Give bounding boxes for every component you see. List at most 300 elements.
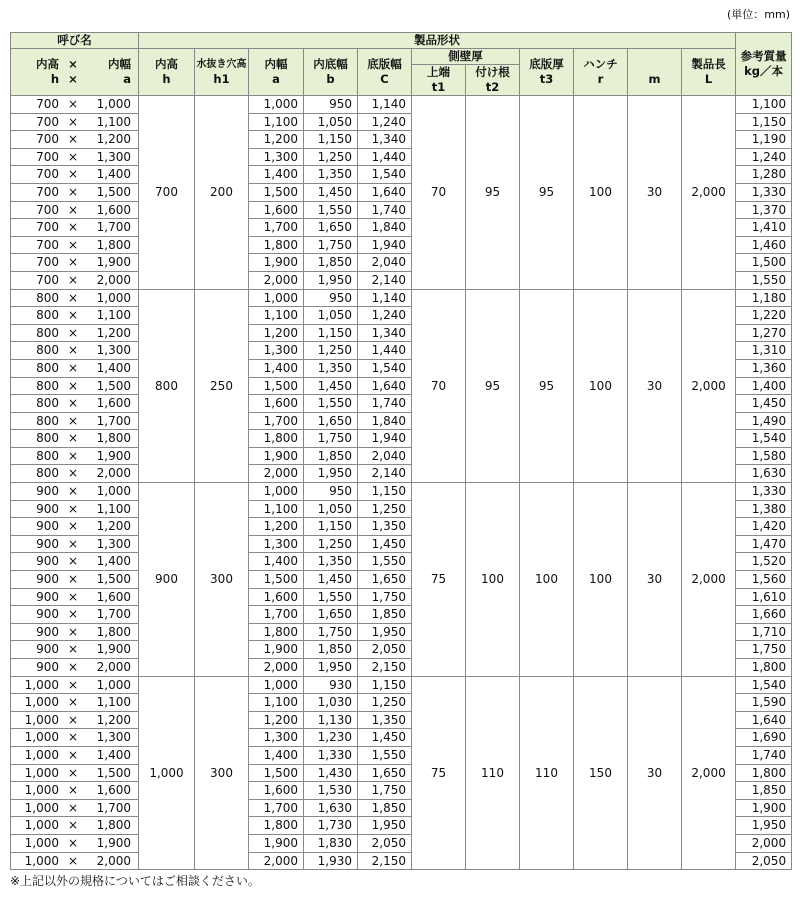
inner-width-cell: 1,800	[249, 623, 304, 641]
inner-bottom-width-cell: 1,450	[304, 571, 358, 589]
weight-cell: 1,450	[736, 395, 792, 413]
inner-bottom-width-cell: 1,150	[304, 324, 358, 342]
weight-cell: 1,470	[736, 535, 792, 553]
weight-cell: 1,630	[736, 465, 792, 483]
base-width-cell: 1,340	[358, 131, 412, 149]
base-width-cell: 1,540	[358, 359, 412, 377]
nominal-h: 800	[36, 396, 59, 411]
inner-bottom-width-cell: 1,930	[304, 852, 358, 870]
nominal-x: ×	[67, 325, 79, 340]
header-top-end-sym: t1	[431, 80, 446, 94]
nominal-name-cell	[11, 588, 139, 606]
weight-cell: 1,240	[736, 148, 792, 166]
r-cell: 100	[574, 289, 628, 483]
weight-cell: 1,360	[736, 359, 792, 377]
l-cell: 2,000	[682, 96, 736, 290]
inner-width-cell: 1,700	[249, 412, 304, 430]
inner-bottom-width-cell: 1,750	[304, 430, 358, 448]
nominal-a: 1,600	[96, 202, 131, 217]
nominal-a: 1,000	[96, 290, 131, 305]
header-inner-height	[139, 49, 195, 96]
nominal-h: 800	[36, 360, 59, 375]
nominal-h: 800	[36, 325, 59, 340]
inner-width-cell: 1,800	[249, 430, 304, 448]
inner-width-cell: 1,500	[249, 183, 304, 201]
header-weight-unit: kg／本	[744, 64, 784, 78]
header-inner-bottom-width-label: 内底幅	[313, 57, 348, 71]
nominal-x: ×	[67, 290, 79, 305]
inner-bottom-width-cell: 1,650	[304, 219, 358, 237]
nominal-h: 1,000	[24, 730, 59, 745]
inner-width-cell: 1,700	[249, 606, 304, 624]
header-base-width-label: 底版幅	[367, 57, 402, 71]
nominal-a: 1,000	[96, 677, 131, 692]
inner-width-cell: 1,200	[249, 324, 304, 342]
nominal-name-cell	[11, 817, 139, 835]
inner-width-cell: 2,000	[249, 271, 304, 289]
unit-note: (単位：mm)	[726, 8, 790, 21]
inner-width-cell: 1,100	[249, 113, 304, 131]
inner-width-cell: 1,600	[249, 588, 304, 606]
inner-bottom-width-cell: 1,430	[304, 764, 358, 782]
base-width-cell: 2,040	[358, 447, 412, 465]
base-width-cell: 1,250	[358, 500, 412, 518]
header-length-sym: L	[704, 72, 713, 86]
inner-bottom-width-cell: 1,250	[304, 148, 358, 166]
header-weight-label: 参考質量	[740, 49, 787, 63]
nominal-h: 1,000	[24, 800, 59, 815]
inner-height-cell: 700	[139, 96, 195, 290]
nominal-h: 1,000	[24, 677, 59, 692]
weight-cell: 1,500	[736, 254, 792, 272]
inner-width-cell: 1,700	[249, 219, 304, 237]
base-width-cell: 2,150	[358, 852, 412, 870]
t1-cell: 75	[412, 676, 466, 870]
nominal-h: 700	[36, 97, 59, 111]
nominal-h: 700	[36, 255, 59, 270]
base-width-cell: 1,350	[358, 518, 412, 536]
inner-bottom-width-cell: 1,850	[304, 447, 358, 465]
inner-bottom-width-cell: 1,750	[304, 236, 358, 254]
weight-cell: 1,660	[736, 606, 792, 624]
nominal-a: 2,000	[96, 466, 131, 481]
inner-width-cell: 1,300	[249, 342, 304, 360]
base-width-cell: 1,240	[358, 113, 412, 131]
inner-bottom-width-cell: 1,230	[304, 729, 358, 747]
m-cell: 30	[628, 483, 682, 677]
header-side-wall: 側壁厚	[412, 49, 520, 65]
weight-cell: 1,520	[736, 553, 792, 571]
nominal-h: 700	[36, 149, 59, 164]
nominal-name-cell	[11, 606, 139, 624]
inner-width-cell: 1,200	[249, 131, 304, 149]
base-width-cell: 2,050	[358, 641, 412, 659]
t2-cell: 95	[466, 289, 520, 483]
inner-width-cell: 2,000	[249, 465, 304, 483]
inner-bottom-width-cell: 1,350	[304, 553, 358, 571]
base-width-cell: 1,440	[358, 148, 412, 166]
l-cell: 2,000	[682, 289, 736, 483]
r-cell: 100	[574, 96, 628, 290]
weight-cell: 1,100	[736, 96, 792, 114]
inner-width-cell: 1,900	[249, 641, 304, 659]
nominal-name-cell	[11, 746, 139, 764]
base-width-cell: 1,250	[358, 694, 412, 712]
base-width-cell: 1,640	[358, 183, 412, 201]
nominal-h: 700	[36, 132, 59, 147]
footnote: ※上記以外の規格についてはご相談ください。	[10, 874, 260, 888]
nominal-h: 700	[36, 220, 59, 235]
nominal-x: ×	[67, 360, 79, 375]
nominal-x: ×	[67, 149, 79, 164]
nominal-a: 1,600	[96, 396, 131, 411]
inner-width-cell: 1,200	[249, 711, 304, 729]
nominal-h: 800	[36, 413, 59, 428]
nominal-h: 900	[36, 660, 59, 674]
spec-table	[10, 32, 792, 870]
nominal-a: 1,900	[96, 835, 131, 850]
weight-cell: 1,690	[736, 729, 792, 747]
base-width-cell: 1,950	[358, 817, 412, 835]
nominal-x: ×	[67, 396, 79, 411]
nominal-x: ×	[67, 413, 79, 428]
nominal-x: ×	[67, 255, 79, 270]
weight-cell: 1,280	[736, 166, 792, 184]
weight-cell: 1,190	[736, 131, 792, 149]
t2-cell: 100	[466, 483, 520, 677]
t1-cell: 75	[412, 483, 466, 677]
nominal-h: 900	[36, 484, 59, 499]
nominal-x: ×	[67, 132, 79, 147]
t3-cell: 95	[520, 289, 574, 483]
nominal-h: 900	[36, 572, 59, 587]
inner-width-cell: 1,500	[249, 571, 304, 589]
nominal-name-cell	[11, 659, 139, 677]
header-length	[682, 49, 736, 96]
nominal-a: 1,700	[96, 800, 131, 815]
base-width-cell: 1,550	[358, 746, 412, 764]
header-drain-hole-label: 水抜き穴高	[196, 58, 247, 70]
weight-cell: 1,420	[736, 518, 792, 536]
drain-hole-cell: 250	[195, 289, 249, 483]
inner-width-cell: 1,600	[249, 395, 304, 413]
inner-width-cell: 1,000	[249, 483, 304, 501]
weight-cell: 1,150	[736, 113, 792, 131]
weight-cell: 1,710	[736, 623, 792, 641]
inner-bottom-width-cell: 1,750	[304, 623, 358, 641]
inner-width-cell: 1,300	[249, 729, 304, 747]
nominal-a: 1,700	[96, 220, 131, 235]
inner-bottom-width-cell: 1,150	[304, 518, 358, 536]
header-haunch	[574, 49, 628, 96]
inner-bottom-width-cell: 950	[304, 483, 358, 501]
nominal-h: 1,000	[24, 765, 59, 780]
nominal-name-cell	[11, 395, 139, 413]
nominal-name-cell	[11, 676, 139, 694]
weight-cell: 1,540	[736, 676, 792, 694]
header-nominal-dims	[11, 49, 139, 96]
nominal-a: 1,600	[96, 589, 131, 604]
nominal-h: 900	[36, 519, 59, 534]
inner-bottom-width-cell: 1,950	[304, 465, 358, 483]
inner-width-cell: 1,200	[249, 518, 304, 536]
base-width-cell: 1,340	[358, 324, 412, 342]
base-width-cell: 1,940	[358, 430, 412, 448]
nominal-x: ×	[67, 114, 79, 129]
nominal-x: ×	[67, 343, 79, 358]
nominal-h: 800	[36, 431, 59, 446]
inner-width-cell: 1,100	[249, 694, 304, 712]
nominal-a: 1,800	[96, 818, 131, 833]
inner-width-cell: 1,400	[249, 553, 304, 571]
nominal-a: 1,300	[96, 343, 131, 358]
base-width-cell: 1,450	[358, 729, 412, 747]
header-top-end-label: 上端	[427, 65, 450, 79]
inner-width-cell: 1,600	[249, 201, 304, 219]
nominal-name-cell	[11, 623, 139, 641]
nominal-name-cell	[11, 641, 139, 659]
nominal-name-cell	[11, 694, 139, 712]
nominal-name-cell	[11, 271, 139, 289]
nominal-x: ×	[67, 747, 79, 762]
header-base-thickness-label: 底版厚	[529, 57, 564, 71]
m-cell: 30	[628, 289, 682, 483]
nominal-x: ×	[67, 237, 79, 252]
header-nominal-x: ×	[68, 57, 78, 71]
nominal-x: ×	[67, 818, 79, 833]
nominal-name-cell	[11, 711, 139, 729]
t2-cell: 110	[466, 676, 520, 870]
weight-cell: 1,330	[736, 483, 792, 501]
table-row	[11, 289, 792, 307]
t3-cell: 95	[520, 96, 574, 290]
nominal-name-cell	[11, 799, 139, 817]
header-product-shape: 製品形状	[139, 33, 736, 49]
header-haunch-sym: r	[597, 72, 604, 86]
header-root-label: 付け根	[475, 65, 510, 79]
inner-width-cell: 1,300	[249, 535, 304, 553]
header-inner-width	[249, 49, 304, 96]
inner-width-cell: 1,000	[249, 96, 304, 114]
nominal-a: 1,300	[96, 536, 131, 551]
header-inner-height-label: 内高	[155, 57, 178, 71]
nominal-a: 1,400	[96, 167, 131, 182]
header-base-width	[358, 49, 412, 96]
nominal-x: ×	[67, 431, 79, 446]
inner-bottom-width-cell: 1,350	[304, 359, 358, 377]
nominal-name-cell	[11, 377, 139, 395]
base-width-cell: 1,640	[358, 377, 412, 395]
header-weight	[736, 33, 792, 96]
weight-cell: 1,800	[736, 764, 792, 782]
weight-cell: 1,310	[736, 342, 792, 360]
header-drain-hole-sym: h1	[213, 71, 230, 86]
header-drain-hole	[195, 49, 249, 96]
nominal-name-cell	[11, 764, 139, 782]
nominal-h: 800	[36, 378, 59, 393]
inner-width-cell: 1,900	[249, 447, 304, 465]
nominal-h: 700	[36, 272, 59, 287]
inner-bottom-width-cell: 1,830	[304, 834, 358, 852]
header-top-end	[412, 65, 466, 96]
inner-height-cell: 800	[139, 289, 195, 483]
nominal-a: 1,200	[96, 325, 131, 340]
drain-hole-cell: 300	[195, 483, 249, 677]
nominal-h: 900	[36, 624, 59, 639]
base-width-cell: 1,650	[358, 764, 412, 782]
weight-cell: 1,370	[736, 201, 792, 219]
inner-bottom-width-cell: 1,030	[304, 694, 358, 712]
header-inner-width-label: 内幅	[264, 57, 288, 71]
nominal-a: 1,500	[96, 765, 131, 780]
nominal-name-cell	[11, 96, 139, 114]
drain-hole-cell: 300	[195, 676, 249, 870]
t1-cell: 70	[412, 96, 466, 290]
base-width-cell: 1,750	[358, 588, 412, 606]
nominal-name-cell	[11, 166, 139, 184]
nominal-a: 1,100	[96, 308, 131, 323]
inner-bottom-width-cell: 1,650	[304, 606, 358, 624]
inner-bottom-width-cell: 1,330	[304, 746, 358, 764]
nominal-x: ×	[67, 501, 79, 516]
nominal-name-cell	[11, 324, 139, 342]
header-nominal-h-sym: h	[50, 72, 59, 86]
header-m-label: m	[648, 72, 661, 86]
header-inner-bottom-width-sym: b	[326, 72, 335, 86]
nominal-x: ×	[67, 484, 79, 499]
nominal-x: ×	[67, 677, 79, 692]
inner-bottom-width-cell: 1,250	[304, 535, 358, 553]
nominal-h: 700	[36, 114, 59, 129]
nominal-x: ×	[67, 220, 79, 235]
base-width-cell: 1,450	[358, 535, 412, 553]
inner-bottom-width-cell: 1,850	[304, 641, 358, 659]
weight-cell: 2,000	[736, 834, 792, 852]
nominal-x: ×	[67, 308, 79, 323]
base-width-cell: 1,840	[358, 412, 412, 430]
nominal-name-cell	[11, 183, 139, 201]
t2-cell: 95	[466, 96, 520, 290]
nominal-h: 700	[36, 184, 59, 199]
nominal-name-cell	[11, 148, 139, 166]
inner-bottom-width-cell: 1,150	[304, 131, 358, 149]
nominal-name-cell	[11, 535, 139, 553]
m-cell: 30	[628, 96, 682, 290]
nominal-a: 1,100	[96, 501, 131, 516]
nominal-a: 1,000	[96, 97, 131, 111]
drain-hole-cell: 200	[195, 96, 249, 290]
nominal-h: 900	[36, 589, 59, 604]
nominal-a: 1,200	[96, 712, 131, 727]
header-haunch-label: ハンチ	[583, 57, 618, 71]
nominal-name-cell	[11, 729, 139, 747]
inner-width-cell: 1,100	[249, 500, 304, 518]
nominal-a: 1,900	[96, 448, 131, 463]
nominal-h: 700	[36, 167, 59, 182]
header-base-thickness	[520, 49, 574, 96]
nominal-x: ×	[67, 730, 79, 745]
inner-bottom-width-cell: 1,250	[304, 342, 358, 360]
inner-height-cell: 900	[139, 483, 195, 677]
inner-width-cell: 1,800	[249, 236, 304, 254]
weight-cell: 1,180	[736, 289, 792, 307]
nominal-x: ×	[67, 607, 79, 622]
header-base-thickness-sym: t3	[539, 72, 554, 86]
base-width-cell: 2,040	[358, 254, 412, 272]
inner-width-cell: 1,800	[249, 817, 304, 835]
inner-width-cell: 1,400	[249, 359, 304, 377]
nominal-x: ×	[67, 554, 79, 569]
nominal-name-cell	[11, 236, 139, 254]
inner-bottom-width-cell: 1,530	[304, 782, 358, 800]
weight-cell: 1,270	[736, 324, 792, 342]
header-nominal-x2: ×	[68, 72, 78, 86]
weight-cell: 1,640	[736, 711, 792, 729]
nominal-x: ×	[67, 589, 79, 604]
inner-width-cell: 2,000	[249, 659, 304, 677]
nominal-h: 1,000	[24, 712, 59, 727]
inner-bottom-width-cell: 1,950	[304, 659, 358, 677]
header-inner-height-sym: h	[162, 72, 171, 86]
header-m	[628, 49, 682, 96]
header-nominal-h: 内高	[36, 57, 59, 71]
nominal-h: 700	[36, 237, 59, 252]
nominal-name-cell	[11, 430, 139, 448]
inner-bottom-width-cell: 1,050	[304, 307, 358, 325]
nominal-x: ×	[67, 712, 79, 727]
nominal-name-cell	[11, 289, 139, 307]
table-body	[11, 96, 792, 870]
inner-width-cell: 1,700	[249, 799, 304, 817]
nominal-a: 1,200	[96, 132, 131, 147]
l-cell: 2,000	[682, 676, 736, 870]
base-width-cell: 1,540	[358, 166, 412, 184]
weight-cell: 1,330	[736, 183, 792, 201]
base-width-cell: 1,440	[358, 342, 412, 360]
inner-bottom-width-cell: 1,350	[304, 166, 358, 184]
nominal-x: ×	[67, 765, 79, 780]
nominal-h: 800	[36, 466, 59, 481]
inner-bottom-width-cell: 950	[304, 96, 358, 114]
weight-cell: 1,750	[736, 641, 792, 659]
inner-bottom-width-cell: 1,450	[304, 183, 358, 201]
inner-bottom-width-cell: 1,550	[304, 395, 358, 413]
base-width-cell: 1,950	[358, 623, 412, 641]
nominal-name-cell	[11, 342, 139, 360]
weight-cell: 1,740	[736, 746, 792, 764]
nominal-name-cell	[11, 834, 139, 852]
nominal-x: ×	[67, 853, 79, 868]
nominal-x: ×	[67, 624, 79, 639]
weight-cell: 1,550	[736, 271, 792, 289]
nominal-h: 1,000	[24, 783, 59, 798]
nominal-x: ×	[67, 572, 79, 587]
nominal-h: 900	[36, 642, 59, 657]
weight-cell: 1,800	[736, 659, 792, 677]
base-width-cell: 2,140	[358, 271, 412, 289]
weight-cell: 1,590	[736, 694, 792, 712]
weight-cell: 1,560	[736, 571, 792, 589]
nominal-x: ×	[67, 448, 79, 463]
t1-cell: 70	[412, 289, 466, 483]
inner-width-cell: 1,500	[249, 377, 304, 395]
inner-bottom-width-cell: 1,050	[304, 113, 358, 131]
nominal-h: 900	[36, 536, 59, 551]
base-width-cell: 2,050	[358, 834, 412, 852]
weight-cell: 1,380	[736, 500, 792, 518]
base-width-cell: 1,550	[358, 553, 412, 571]
nominal-a: 1,600	[96, 783, 131, 798]
